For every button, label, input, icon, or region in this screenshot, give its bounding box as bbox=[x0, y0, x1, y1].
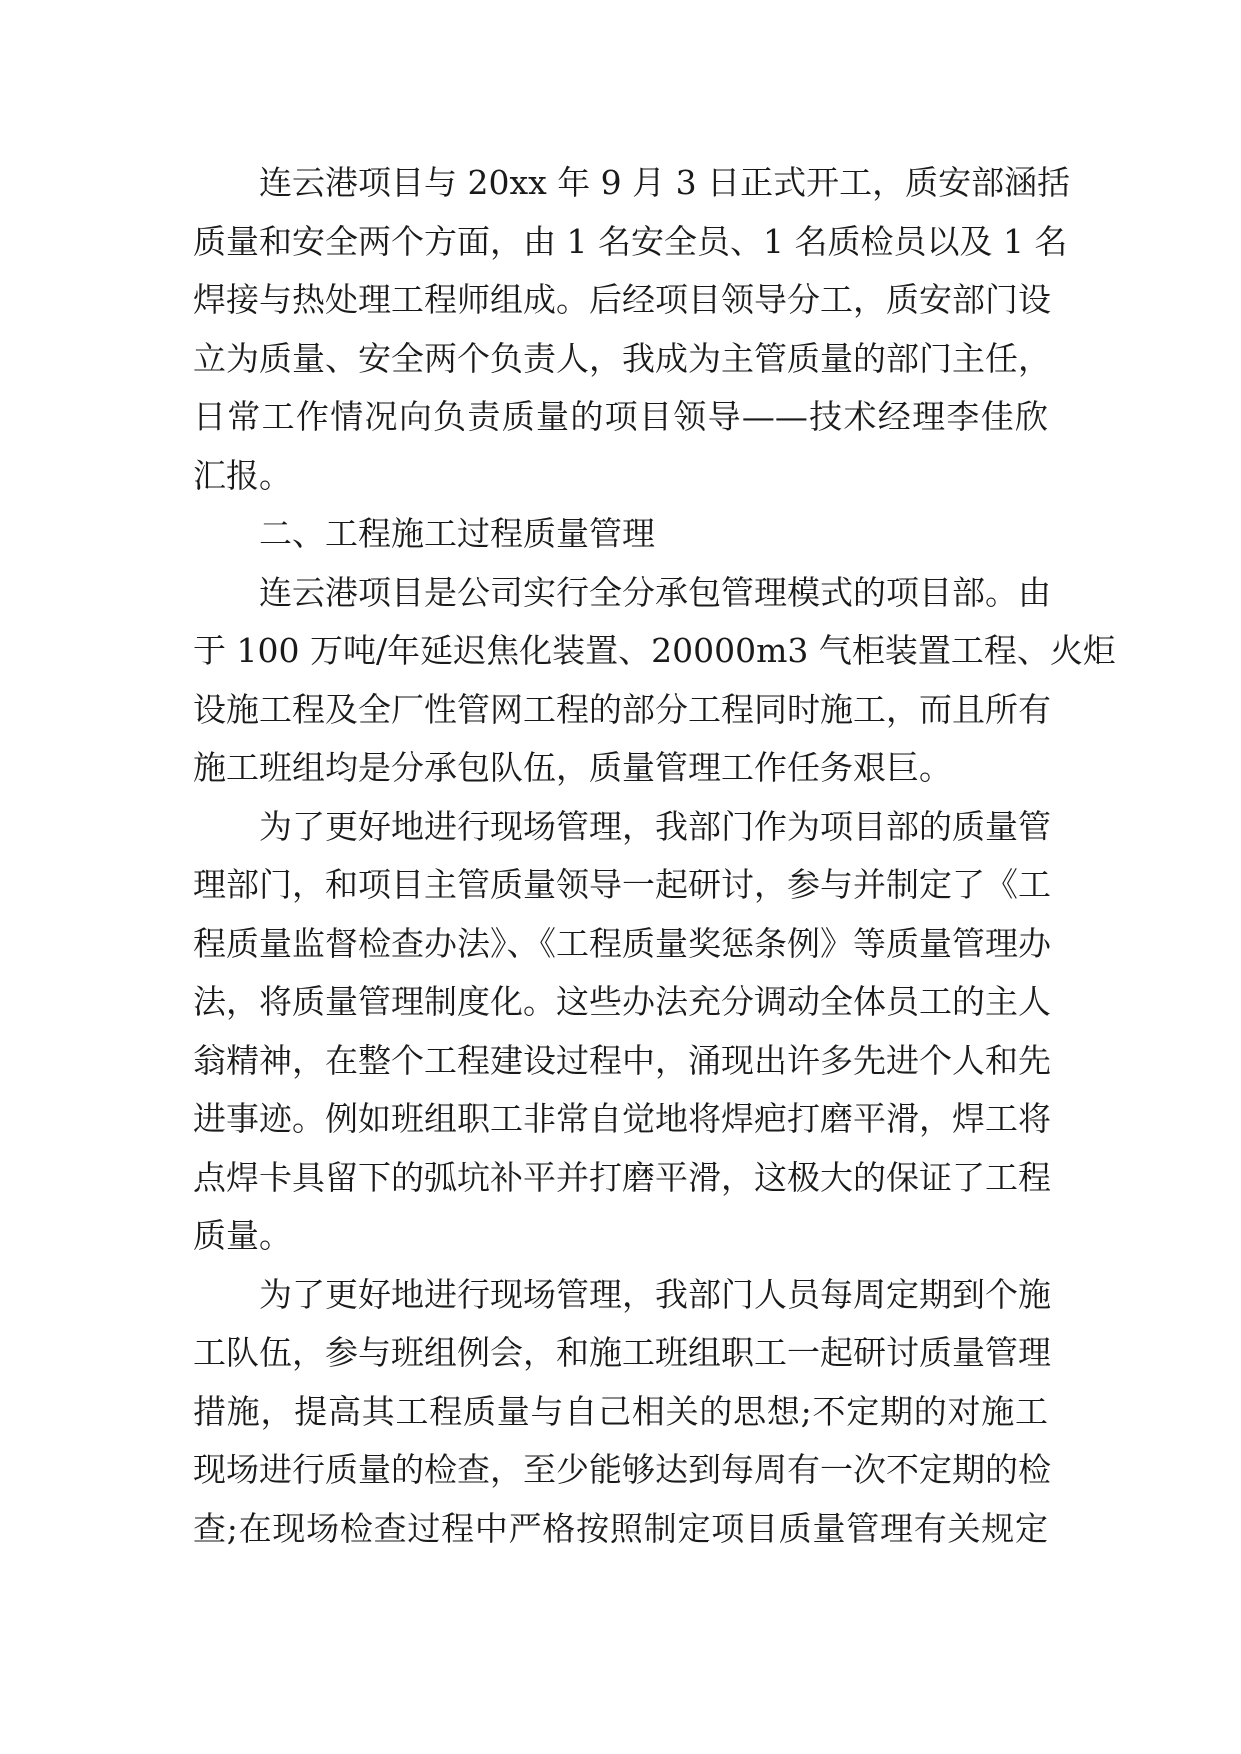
text-line: 进事迹。例如班组职工非常自觉地将焊疤打磨平滑，焊工将 bbox=[193, 1099, 1051, 1138]
text-line: 为了更好地进行现场管理，我部门作为项目部的质量管 bbox=[259, 806, 1051, 846]
text-line: 施工班组均是分承包队伍，质量管理工作任务艰巨。 bbox=[193, 748, 952, 787]
text-line: 工队伍，参与班组例会，和施工班组职工一起研讨质量管理 bbox=[193, 1333, 1051, 1372]
text-line: 措施，提高其工程质量与自己相关的思想;不定期的对施工 bbox=[193, 1391, 1048, 1431]
text-line: 连云港项目是公司实行全分承包管理模式的项目部。由 bbox=[259, 572, 1051, 612]
text-line: 理部门，和项目主管质量领导一起研讨，参与并制定了《工 bbox=[193, 865, 1051, 904]
paragraph-management-mode bbox=[193, 564, 1116, 798]
text-line: 日常工作情况向负责质量的项目领导——技术经理李佳欣 bbox=[193, 397, 1048, 436]
text-line: 现场进行质量的检查，至少能够达到每周有一次不定期的检 bbox=[193, 1450, 1051, 1489]
text-line: 立为质量、安全两个负责人，我成为主管质量的部门主任， bbox=[193, 338, 1051, 378]
text-line: 为了更好地进行现场管理，我部门人员每周定期到个施 bbox=[259, 1274, 1051, 1314]
paragraph-site-inspection bbox=[193, 1266, 1051, 1559]
text-line: 点焊卡具留下的弧坑补平并打磨平滑，这极大的保证了工程 bbox=[193, 1157, 1051, 1197]
text-line: 查;在现场检查过程中严格按照制定项目质量管理有关规定 bbox=[193, 1508, 1048, 1548]
text-line: 于 100 万吨/年延迟焦化装置、20000m3 气柜装置工程、火炬 bbox=[193, 631, 1116, 670]
document-page bbox=[193, 154, 1116, 1558]
text-line: 质量。 bbox=[193, 1216, 292, 1255]
text-line: 翁精神，在整个工程建设过程中，涌现出许多先进个人和先 bbox=[193, 1040, 1051, 1080]
paragraph-quality-regulations bbox=[193, 798, 1051, 1266]
heading-line: 二、工程施工过程质量管理 bbox=[259, 514, 655, 553]
text-line: 法，将质量管理制度化。这些办法充分调动全体员工的主人 bbox=[193, 982, 1051, 1021]
text-line: 设施工程及全厂性管网工程的部分工程同时施工，而且所有 bbox=[193, 689, 1051, 729]
text-line: 质量和安全两个方面，由 1 名安全员、1 名质检员以及 1 名 bbox=[193, 221, 1068, 261]
text-line: 焊接与热处理工程师组成。后经项目领导分工，质安部门设 bbox=[193, 280, 1051, 319]
text-line: 程质量监督检查办法》、《工程质量奖惩条例》等质量管理办 bbox=[193, 923, 1051, 963]
text-line: 连云港项目与 20xx 年 9 月 3 日正式开工，质安部涵括 bbox=[259, 163, 1071, 202]
paragraph-project-start bbox=[193, 154, 1071, 505]
section-heading bbox=[193, 505, 1048, 564]
text-line: 汇报。 bbox=[193, 455, 292, 495]
